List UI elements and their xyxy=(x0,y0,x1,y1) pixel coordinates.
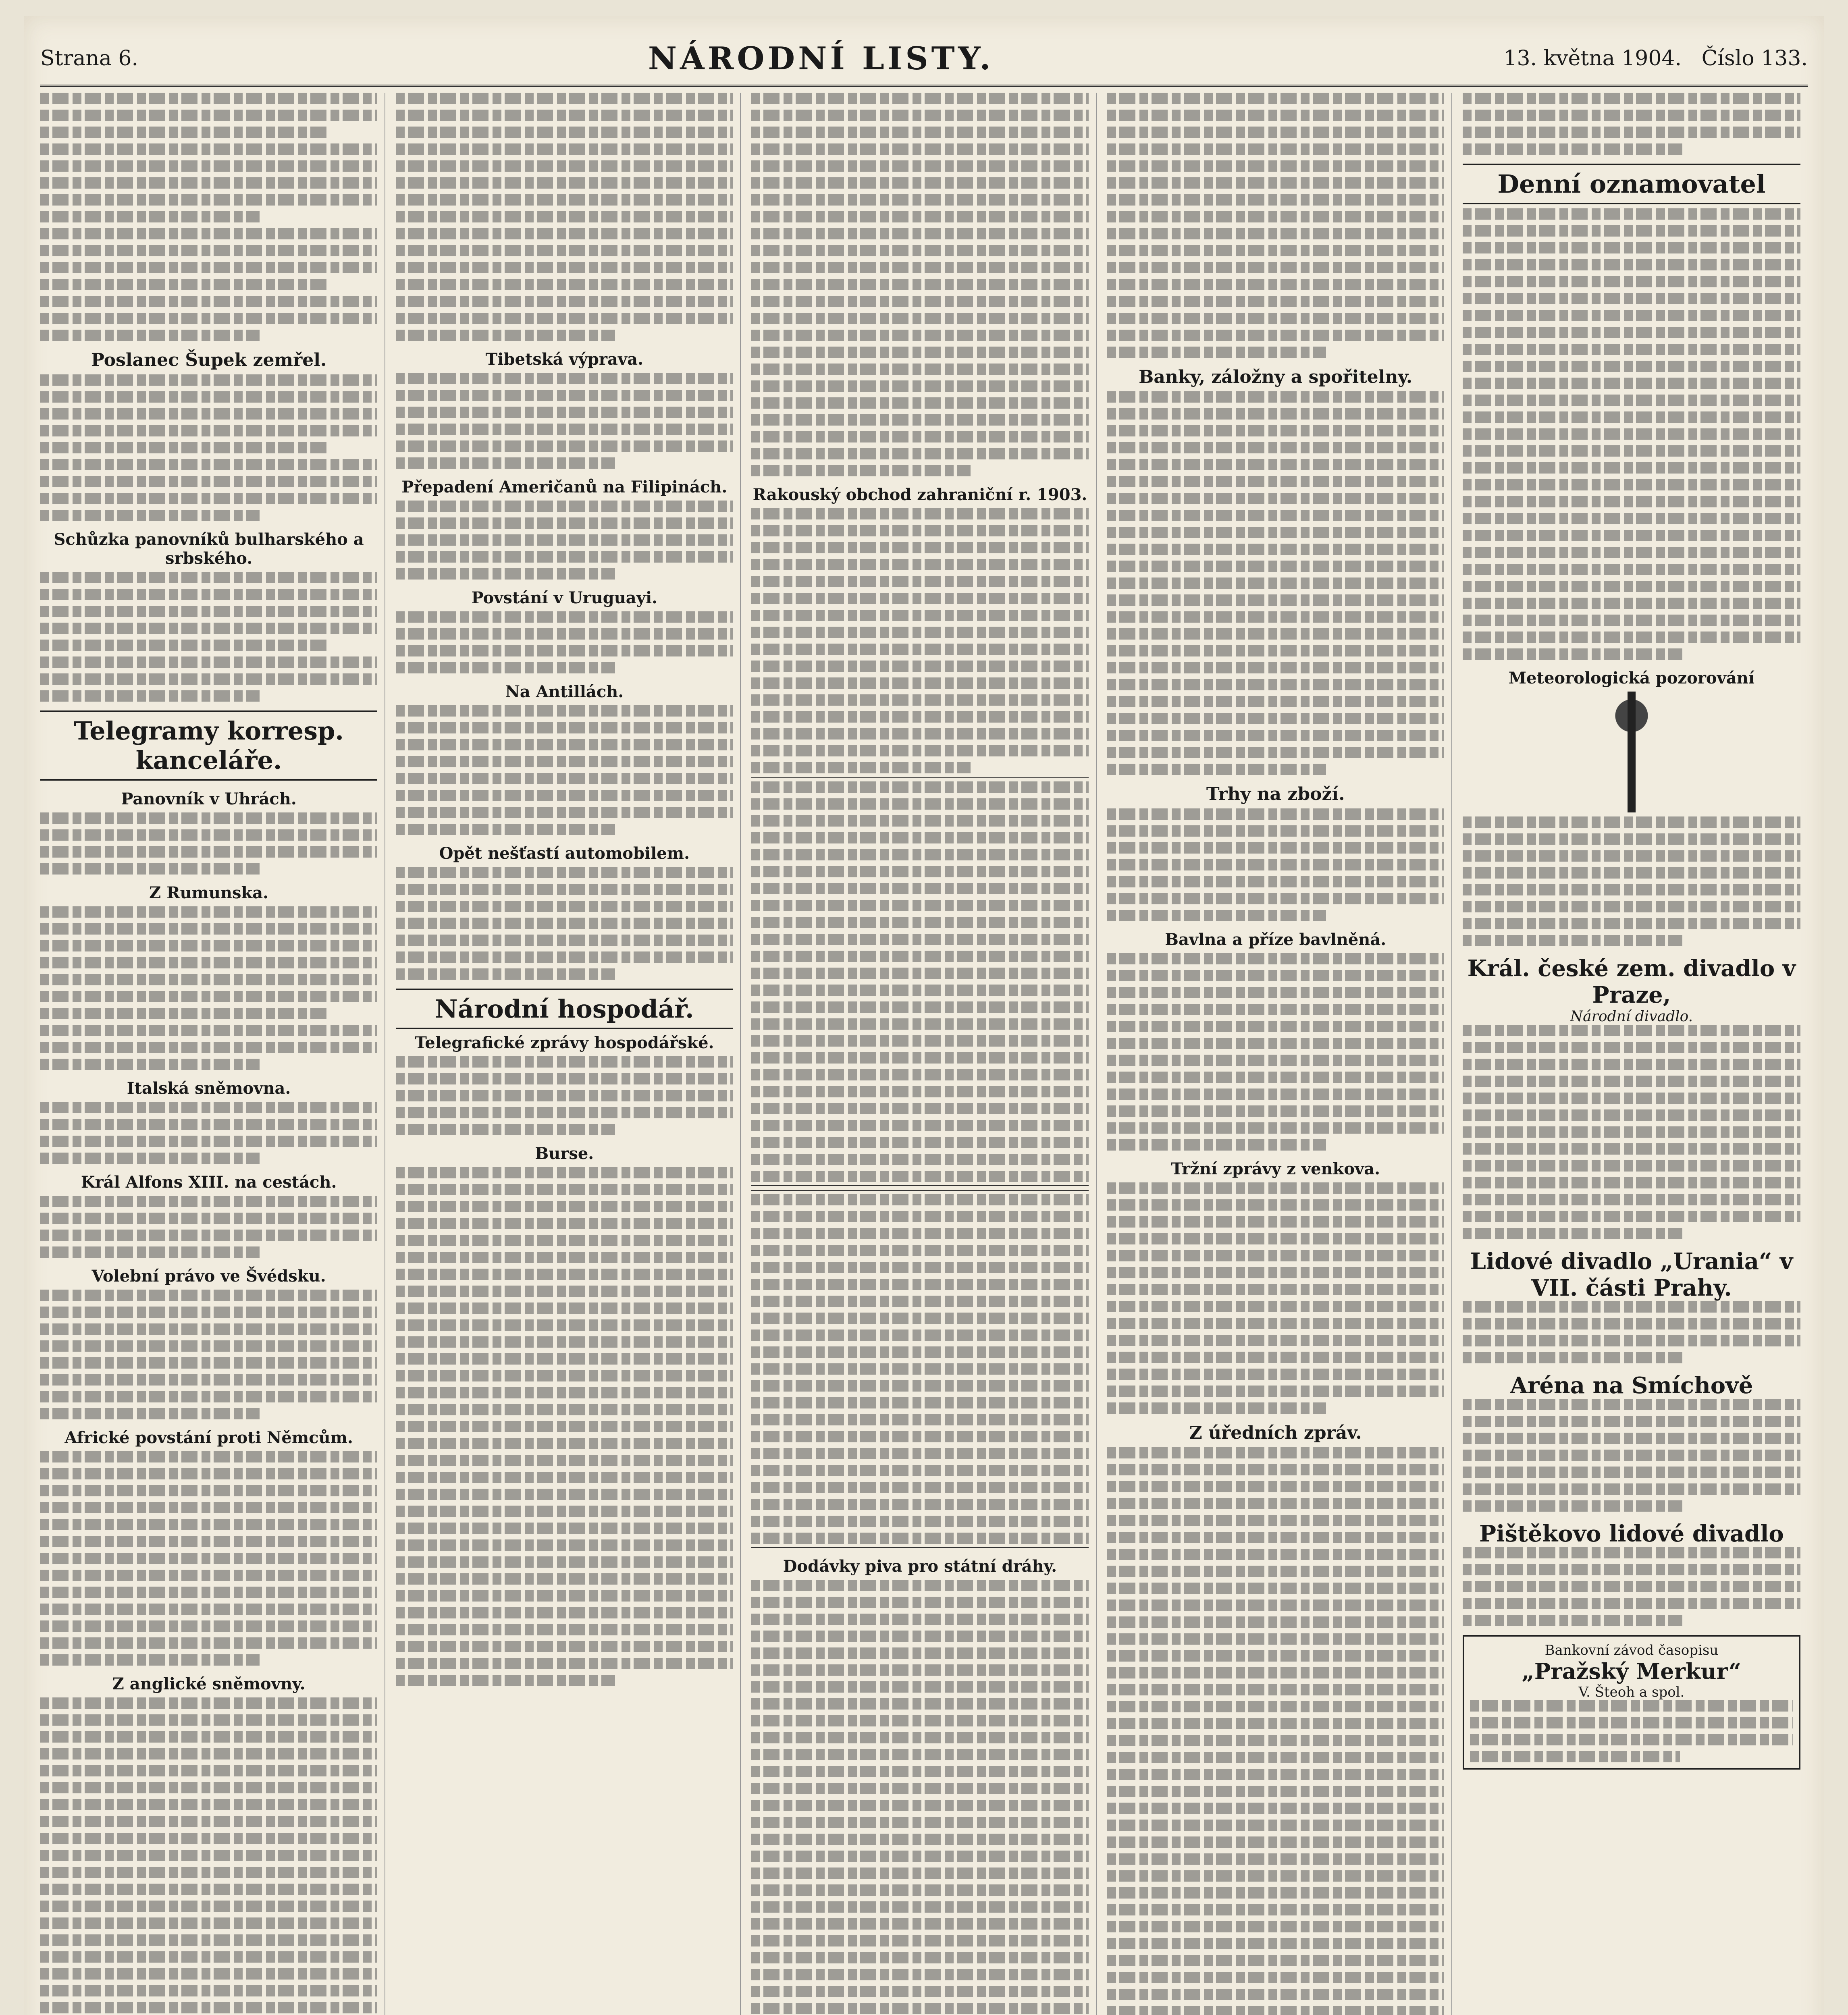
article-heading: Panovník v Uhrách. xyxy=(121,789,297,808)
section xyxy=(40,710,377,781)
article-heading: Africké povstání proti Němcům. xyxy=(64,1428,353,1447)
column-2 xyxy=(396,93,741,2015)
article-heading: Italská sněmovna. xyxy=(127,1079,291,1098)
article xyxy=(40,350,377,521)
ad-heading: Bankovní závod časopisu xyxy=(1545,1642,1719,1658)
trade-table xyxy=(751,1190,1088,1548)
theatre-name: Lidové divadlo „Urania“ v VII. části Prahy. xyxy=(1470,1248,1793,1301)
page-number: Strana 6. xyxy=(40,46,139,71)
article-heading: Tržní zprávy z venkova. xyxy=(1171,1159,1380,1178)
section-heading: Národní hospodář. xyxy=(396,989,733,1029)
article xyxy=(396,350,733,469)
article-heading: Poslanec Šupek zemřel. xyxy=(91,350,327,370)
article xyxy=(40,1267,377,1419)
article xyxy=(1107,784,1444,921)
article-heading: Burse. xyxy=(535,1144,594,1163)
article-heading: Trhy na zboží. xyxy=(1206,784,1345,804)
column-4 xyxy=(1107,93,1452,2015)
ad-firm: V. Šteoh a spol. xyxy=(1578,1684,1685,1700)
article xyxy=(40,1428,377,1666)
theatre-name: Král. české zem. divadlo v Praze, xyxy=(1467,955,1796,1008)
article xyxy=(40,530,377,702)
article xyxy=(40,93,377,341)
section xyxy=(1463,164,1800,660)
newspaper-page xyxy=(24,16,1824,2015)
article xyxy=(1107,930,1444,1151)
article-heading: Rakouský obchod zahraniční r. 1903. xyxy=(753,485,1087,504)
section-heading: Telegramy korresp. kanceláře. xyxy=(40,710,377,781)
article xyxy=(396,682,733,835)
theatre-listing xyxy=(1463,1521,1800,1626)
theatre-name: Aréna na Smíchově xyxy=(1510,1372,1753,1399)
issue-date: 13. května 1904. xyxy=(1503,46,1682,71)
masthead xyxy=(40,32,1808,87)
article-heading: Král Alfons XIII. na cestách. xyxy=(81,1173,337,1192)
article-heading: Schůzka panovníků bulharského a srbského. xyxy=(54,530,364,568)
article xyxy=(751,1557,1088,2015)
column-5 xyxy=(1463,93,1808,2015)
article-heading: Z úředních zpráv. xyxy=(1189,1423,1362,1443)
article xyxy=(40,1173,377,1258)
article-heading: Meteorologická pozorování xyxy=(1508,669,1755,688)
article xyxy=(1463,93,1800,155)
section xyxy=(396,989,733,1135)
article-heading: Na Antillách. xyxy=(505,682,624,701)
article xyxy=(751,485,1088,1548)
newspaper-title: NÁRODNÍ LISTY. xyxy=(648,40,994,77)
article-heading: Volební právo ve Švédsku. xyxy=(91,1267,326,1286)
article xyxy=(396,1144,733,1686)
article-heading: Opět nešťastí automobilem. xyxy=(439,844,690,863)
article-heading: Dodávky piva pro státní dráhy. xyxy=(783,1557,1057,1576)
theatre-listing xyxy=(1463,1372,1800,1512)
article-heading: Telegrafické zprávy hospodářské. xyxy=(415,1033,714,1052)
article-heading: Povstání v Uruguayi. xyxy=(471,588,658,607)
article xyxy=(40,1674,377,2015)
theatre-listing xyxy=(1463,1248,1800,1363)
theatre-listing xyxy=(1463,955,1800,1239)
article xyxy=(1107,1423,1444,2015)
article xyxy=(751,93,1088,476)
article-heading: Z Rumunska. xyxy=(149,883,269,902)
article xyxy=(40,883,377,1070)
article xyxy=(396,844,733,980)
thermometer-tower-icon xyxy=(1607,692,1656,812)
theatre-name: Pištěkovo lidové divadlo xyxy=(1479,1521,1784,1547)
columns xyxy=(40,93,1808,2015)
issue-number: Číslo 133. xyxy=(1701,46,1808,71)
article-heading: Banky, záložny a spořitelny. xyxy=(1139,367,1413,387)
article-heading: Přepadení Američanů na Filipinách. xyxy=(401,478,728,496)
article xyxy=(396,588,733,673)
article-heading: Bavlna a příze bavlněná. xyxy=(1165,930,1387,949)
column-1 xyxy=(40,93,385,2015)
section-heading: Denní oznamovatel xyxy=(1463,164,1800,204)
theatre-subtitle: Národní divadlo. xyxy=(1570,1008,1693,1025)
article xyxy=(1107,1159,1444,1414)
article xyxy=(40,789,377,875)
trade-table xyxy=(751,777,1088,1186)
weather-report xyxy=(1463,669,1800,946)
column-3 xyxy=(751,93,1096,2015)
bank-advertisement xyxy=(1463,1635,1800,1770)
article xyxy=(396,93,733,341)
date-issue xyxy=(1503,46,1808,71)
ad-title: „Pražský Merkur“ xyxy=(1522,1658,1742,1684)
article-heading: Z anglické sněmovny. xyxy=(112,1674,306,1693)
article-heading: Tibetská výprava. xyxy=(485,350,644,369)
article xyxy=(40,1079,377,1164)
article xyxy=(1107,367,1444,775)
article xyxy=(1107,93,1444,358)
article xyxy=(396,478,733,580)
